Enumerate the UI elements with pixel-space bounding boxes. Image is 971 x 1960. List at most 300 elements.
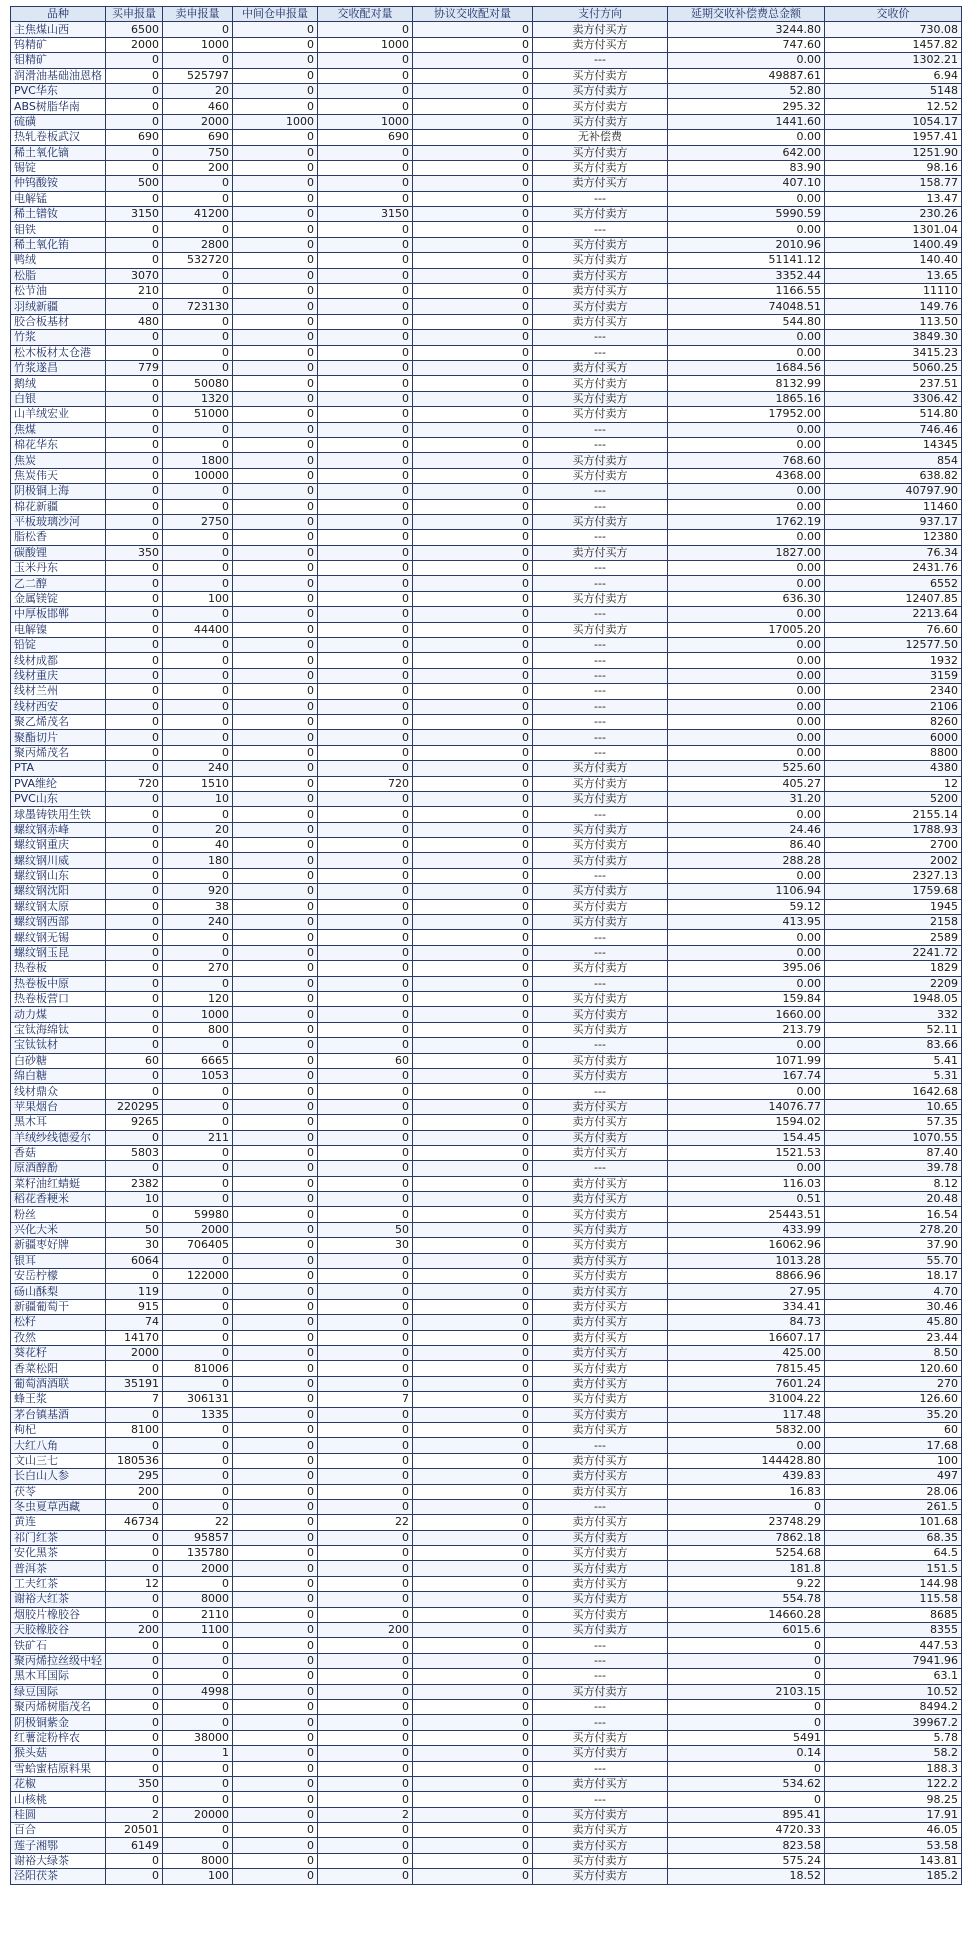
cell-compensation-total: 14660.28 bbox=[668, 1607, 825, 1622]
cell-matched-qty: 0 bbox=[318, 1453, 413, 1468]
cell-delivery-price: 1070.55 bbox=[825, 1130, 962, 1145]
cell-middle-warehouse-qty: 0 bbox=[233, 714, 318, 729]
cell-compensation-total: 823.58 bbox=[668, 1838, 825, 1853]
table-row bbox=[11, 1669, 962, 1684]
cell-middle-warehouse-qty: 0 bbox=[233, 1807, 318, 1822]
table-row bbox=[11, 1453, 962, 1468]
cell-compensation-total: 0.00 bbox=[668, 1084, 825, 1099]
cell-matched-qty: 0 bbox=[318, 453, 413, 468]
cell-compensation-total: 0.00 bbox=[668, 53, 825, 68]
cell-variety: 螺纹钢赤峰 bbox=[11, 822, 106, 837]
cell-variety: 绵白糖 bbox=[11, 1068, 106, 1083]
cell-matched-qty: 0 bbox=[318, 1761, 413, 1776]
cell-variety: 桂圆 bbox=[11, 1807, 106, 1822]
cell-agreement-matched-qty: 0 bbox=[413, 714, 533, 729]
cell-compensation-total: 18.52 bbox=[668, 1869, 825, 1884]
cell-payment-direction: 卖方付买方 bbox=[533, 1299, 668, 1314]
cell-payment-direction: 买方付卖方 bbox=[533, 68, 668, 83]
cell-agreement-matched-qty: 0 bbox=[413, 330, 533, 345]
cell-delivery-price: 6.94 bbox=[825, 68, 962, 83]
cell-variety: 大红八角 bbox=[11, 1438, 106, 1453]
cell-compensation-total: 0.00 bbox=[668, 561, 825, 576]
cell-matched-qty: 0 bbox=[318, 1684, 413, 1699]
table-row bbox=[11, 838, 962, 853]
table-row bbox=[11, 145, 962, 160]
cell-middle-warehouse-qty: 0 bbox=[233, 1469, 318, 1484]
cell-compensation-total: 83.90 bbox=[668, 160, 825, 175]
cell-compensation-total: 0.00 bbox=[668, 930, 825, 945]
cell-sell-qty: 0 bbox=[163, 530, 233, 545]
cell-delivery-price: 746.46 bbox=[825, 422, 962, 437]
cell-variety: 香菜松阳 bbox=[11, 1361, 106, 1376]
cell-matched-qty: 0 bbox=[318, 1115, 413, 1130]
cell-compensation-total: 425.00 bbox=[668, 1345, 825, 1360]
cell-compensation-total: 2103.15 bbox=[668, 1684, 825, 1699]
cell-agreement-matched-qty: 0 bbox=[413, 1238, 533, 1253]
cell-payment-direction: --- bbox=[533, 530, 668, 545]
cell-compensation-total: 0.00 bbox=[668, 607, 825, 622]
table-row bbox=[11, 545, 962, 560]
cell-variety: 平板玻璃沙河 bbox=[11, 514, 106, 529]
cell-buy-qty: 0 bbox=[106, 1084, 163, 1099]
cell-compensation-total: 534.62 bbox=[668, 1776, 825, 1791]
cell-delivery-price: 4380 bbox=[825, 761, 962, 776]
cell-buy-qty: 0 bbox=[106, 1746, 163, 1761]
table-row bbox=[11, 37, 962, 52]
cell-compensation-total: 1827.00 bbox=[668, 545, 825, 560]
cell-compensation-total: 7862.18 bbox=[668, 1530, 825, 1545]
cell-buy-qty: 0 bbox=[106, 992, 163, 1007]
table-row bbox=[11, 1546, 962, 1561]
table-row bbox=[11, 1053, 962, 1068]
cell-payment-direction: 卖方付买方 bbox=[533, 545, 668, 560]
cell-agreement-matched-qty: 0 bbox=[413, 745, 533, 760]
cell-matched-qty: 0 bbox=[318, 1145, 413, 1160]
table-row bbox=[11, 1099, 962, 1114]
table-row bbox=[11, 530, 962, 545]
cell-compensation-total: 27.95 bbox=[668, 1284, 825, 1299]
cell-matched-qty: 0 bbox=[318, 1869, 413, 1884]
cell-sell-qty: 0 bbox=[163, 1761, 233, 1776]
cell-compensation-total: 405.27 bbox=[668, 776, 825, 791]
cell-compensation-total: 14076.77 bbox=[668, 1099, 825, 1114]
cell-matched-qty: 1000 bbox=[318, 37, 413, 52]
cell-delivery-price: 5148 bbox=[825, 83, 962, 98]
cell-payment-direction: 买方付卖方 bbox=[533, 1130, 668, 1145]
cell-compensation-total: 895.41 bbox=[668, 1807, 825, 1822]
table-row bbox=[11, 1484, 962, 1499]
cell-variety: 普洱茶 bbox=[11, 1561, 106, 1576]
cell-middle-warehouse-qty: 1000 bbox=[233, 114, 318, 129]
cell-agreement-matched-qty: 0 bbox=[413, 299, 533, 314]
cell-compensation-total: 8866.96 bbox=[668, 1269, 825, 1284]
cell-agreement-matched-qty: 0 bbox=[413, 1269, 533, 1284]
cell-matched-qty: 0 bbox=[318, 284, 413, 299]
cell-matched-qty: 0 bbox=[318, 1161, 413, 1176]
cell-agreement-matched-qty: 0 bbox=[413, 899, 533, 914]
cell-middle-warehouse-qty: 0 bbox=[233, 1222, 318, 1237]
cell-compensation-total: 0.00 bbox=[668, 745, 825, 760]
cell-sell-qty: 1320 bbox=[163, 391, 233, 406]
table-row bbox=[11, 1853, 962, 1868]
cell-compensation-total: 16607.17 bbox=[668, 1330, 825, 1345]
cell-sell-qty: 6665 bbox=[163, 1053, 233, 1068]
cell-compensation-total: 49887.61 bbox=[668, 68, 825, 83]
cell-variety: 安岳柠檬 bbox=[11, 1269, 106, 1284]
cell-payment-direction: 买方付卖方 bbox=[533, 853, 668, 868]
cell-middle-warehouse-qty: 0 bbox=[233, 776, 318, 791]
cell-buy-qty: 0 bbox=[106, 638, 163, 653]
cell-sell-qty: 122000 bbox=[163, 1269, 233, 1284]
cell-sell-qty: 0 bbox=[163, 1792, 233, 1807]
cell-buy-qty: 35191 bbox=[106, 1376, 163, 1391]
cell-variety: 线材成都 bbox=[11, 653, 106, 668]
cell-variety: 山核桃 bbox=[11, 1792, 106, 1807]
cell-variety: 稀土氧化铕 bbox=[11, 237, 106, 252]
cell-payment-direction: 买方付卖方 bbox=[533, 915, 668, 930]
cell-buy-qty: 0 bbox=[106, 1022, 163, 1037]
cell-compensation-total: 16062.96 bbox=[668, 1238, 825, 1253]
cell-sell-qty: 0 bbox=[163, 745, 233, 760]
cell-variety: 葵花籽 bbox=[11, 1345, 106, 1360]
cell-buy-qty: 0 bbox=[106, 853, 163, 868]
cell-matched-qty: 0 bbox=[318, 1438, 413, 1453]
table-row bbox=[11, 992, 962, 1007]
table-row bbox=[11, 1499, 962, 1514]
cell-payment-direction: --- bbox=[533, 1669, 668, 1684]
cell-sell-qty: 525797 bbox=[163, 68, 233, 83]
table-row bbox=[11, 791, 962, 806]
cell-agreement-matched-qty: 0 bbox=[413, 130, 533, 145]
cell-matched-qty: 0 bbox=[318, 930, 413, 945]
cell-agreement-matched-qty: 0 bbox=[413, 622, 533, 637]
cell-variety: ABS树脂华南 bbox=[11, 99, 106, 114]
cell-matched-qty: 0 bbox=[318, 99, 413, 114]
cell-matched-qty: 0 bbox=[318, 1376, 413, 1391]
cell-buy-qty: 0 bbox=[106, 499, 163, 514]
cell-payment-direction: 卖方付买方 bbox=[533, 1192, 668, 1207]
cell-middle-warehouse-qty: 0 bbox=[233, 1407, 318, 1422]
cell-compensation-total: 439.83 bbox=[668, 1469, 825, 1484]
cell-agreement-matched-qty: 0 bbox=[413, 514, 533, 529]
cell-delivery-price: 76.34 bbox=[825, 545, 962, 560]
cell-variety: 白银 bbox=[11, 391, 106, 406]
cell-matched-qty: 0 bbox=[318, 1499, 413, 1514]
table-row bbox=[11, 699, 962, 714]
cell-agreement-matched-qty: 0 bbox=[413, 1345, 533, 1360]
cell-variety: 孜然 bbox=[11, 1330, 106, 1345]
cell-buy-qty: 220295 bbox=[106, 1099, 163, 1114]
cell-sell-qty: 0 bbox=[163, 422, 233, 437]
cell-agreement-matched-qty: 0 bbox=[413, 1792, 533, 1807]
table-row bbox=[11, 1315, 962, 1330]
cell-payment-direction: 买方付卖方 bbox=[533, 622, 668, 637]
cell-agreement-matched-qty: 0 bbox=[413, 838, 533, 853]
cell-variety: 天胶橡胶谷 bbox=[11, 1623, 106, 1638]
cell-variety: 棉花华东 bbox=[11, 437, 106, 452]
cell-matched-qty: 0 bbox=[318, 868, 413, 883]
cell-delivery-price: 39.78 bbox=[825, 1161, 962, 1176]
table-row bbox=[11, 591, 962, 606]
table-row bbox=[11, 1207, 962, 1222]
cell-middle-warehouse-qty: 0 bbox=[233, 360, 318, 375]
cell-variety: 中厚板邯郸 bbox=[11, 607, 106, 622]
table-row bbox=[11, 484, 962, 499]
cell-variety: 百合 bbox=[11, 1823, 106, 1838]
cell-variety: 枸杞 bbox=[11, 1422, 106, 1437]
cell-delivery-price: 2340 bbox=[825, 684, 962, 699]
cell-matched-qty: 0 bbox=[318, 1576, 413, 1591]
cell-delivery-price: 12 bbox=[825, 776, 962, 791]
cell-middle-warehouse-qty: 0 bbox=[233, 422, 318, 437]
cell-compensation-total: 159.84 bbox=[668, 992, 825, 1007]
cell-agreement-matched-qty: 0 bbox=[413, 176, 533, 191]
table-row bbox=[11, 68, 962, 83]
cell-variety: 棉花新疆 bbox=[11, 499, 106, 514]
cell-sell-qty: 0 bbox=[163, 1653, 233, 1668]
cell-buy-qty: 0 bbox=[106, 1561, 163, 1576]
cell-variety: 聚酯切片 bbox=[11, 730, 106, 745]
cell-payment-direction: --- bbox=[533, 668, 668, 683]
cell-agreement-matched-qty: 0 bbox=[413, 791, 533, 806]
cell-payment-direction: 买方付卖方 bbox=[533, 1592, 668, 1607]
cell-sell-qty: 0 bbox=[163, 1253, 233, 1268]
cell-middle-warehouse-qty: 0 bbox=[233, 22, 318, 37]
cell-agreement-matched-qty: 0 bbox=[413, 468, 533, 483]
cell-payment-direction: 买方付卖方 bbox=[533, 253, 668, 268]
cell-matched-qty: 0 bbox=[318, 1022, 413, 1037]
table-row bbox=[11, 684, 962, 699]
cell-buy-qty: 0 bbox=[106, 253, 163, 268]
cell-delivery-price: 447.53 bbox=[825, 1638, 962, 1653]
cell-compensation-total: 86.40 bbox=[668, 838, 825, 853]
cell-matched-qty: 0 bbox=[318, 853, 413, 868]
cell-agreement-matched-qty: 0 bbox=[413, 576, 533, 591]
cell-delivery-price: 2589 bbox=[825, 930, 962, 945]
cell-sell-qty: 0 bbox=[163, 191, 233, 206]
cell-matched-qty: 0 bbox=[318, 499, 413, 514]
cell-agreement-matched-qty: 0 bbox=[413, 1869, 533, 1884]
cell-delivery-price: 13.65 bbox=[825, 268, 962, 283]
cell-payment-direction: 卖方付买方 bbox=[533, 176, 668, 191]
cell-middle-warehouse-qty: 0 bbox=[233, 1746, 318, 1761]
cell-buy-qty: 720 bbox=[106, 776, 163, 791]
cell-sell-qty: 40 bbox=[163, 838, 233, 853]
cell-compensation-total: 7601.24 bbox=[668, 1376, 825, 1391]
cell-payment-direction: 卖方付买方 bbox=[533, 1576, 668, 1591]
cell-buy-qty: 6149 bbox=[106, 1838, 163, 1853]
cell-delivery-price: 68.35 bbox=[825, 1530, 962, 1545]
cell-compensation-total: 0.00 bbox=[668, 330, 825, 345]
cell-payment-direction: 买方付卖方 bbox=[533, 1623, 668, 1638]
cell-sell-qty: 532720 bbox=[163, 253, 233, 268]
cell-buy-qty: 0 bbox=[106, 945, 163, 960]
cell-variety: 新疆葡萄干 bbox=[11, 1299, 106, 1314]
cell-agreement-matched-qty: 0 bbox=[413, 1469, 533, 1484]
cell-variety: 聚丙烯茂名 bbox=[11, 745, 106, 760]
cell-matched-qty: 0 bbox=[318, 1653, 413, 1668]
cell-buy-qty: 6064 bbox=[106, 1253, 163, 1268]
cell-payment-direction: 买方付卖方 bbox=[533, 899, 668, 914]
cell-matched-qty: 0 bbox=[318, 1838, 413, 1853]
table-row bbox=[11, 237, 962, 252]
cell-sell-qty: 2000 bbox=[163, 1222, 233, 1237]
table-row bbox=[11, 1530, 962, 1545]
cell-sell-qty: 0 bbox=[163, 668, 233, 683]
cell-delivery-price: 8355 bbox=[825, 1623, 962, 1638]
cell-payment-direction: 买方付卖方 bbox=[533, 591, 668, 606]
cell-payment-direction: 买方付卖方 bbox=[533, 1022, 668, 1037]
cell-delivery-price: 1251.90 bbox=[825, 145, 962, 160]
cell-buy-qty: 350 bbox=[106, 1776, 163, 1791]
cell-matched-qty: 0 bbox=[318, 622, 413, 637]
cell-variety: 新疆枣好牌 bbox=[11, 1238, 106, 1253]
cell-agreement-matched-qty: 0 bbox=[413, 1530, 533, 1545]
cell-variety: 脂松香 bbox=[11, 530, 106, 545]
table-row bbox=[11, 1684, 962, 1699]
cell-agreement-matched-qty: 0 bbox=[413, 1422, 533, 1437]
cell-agreement-matched-qty: 0 bbox=[413, 930, 533, 945]
cell-sell-qty: 4998 bbox=[163, 1684, 233, 1699]
cell-matched-qty: 0 bbox=[318, 1715, 413, 1730]
cell-middle-warehouse-qty: 0 bbox=[233, 253, 318, 268]
cell-payment-direction: 卖方付买方 bbox=[533, 1345, 668, 1360]
cell-delivery-price: 45.80 bbox=[825, 1315, 962, 1330]
cell-agreement-matched-qty: 0 bbox=[413, 160, 533, 175]
table-row bbox=[11, 1407, 962, 1422]
cell-middle-warehouse-qty: 0 bbox=[233, 99, 318, 114]
cell-buy-qty: 0 bbox=[106, 822, 163, 837]
cell-compensation-total: 0.00 bbox=[668, 437, 825, 452]
cell-sell-qty: 2800 bbox=[163, 237, 233, 252]
cell-buy-qty: 0 bbox=[106, 1499, 163, 1514]
cell-compensation-total: 1762.19 bbox=[668, 514, 825, 529]
cell-compensation-total: 5832.00 bbox=[668, 1422, 825, 1437]
cell-payment-direction: 买方付卖方 bbox=[533, 1853, 668, 1868]
cell-variety: 黑木耳 bbox=[11, 1115, 106, 1130]
cell-delivery-price: 514.80 bbox=[825, 407, 962, 422]
cell-variety: 银耳 bbox=[11, 1253, 106, 1268]
cell-buy-qty: 0 bbox=[106, 1669, 163, 1684]
col-header-delivery-price: 交收价 bbox=[825, 7, 962, 22]
cell-matched-qty: 2 bbox=[318, 1807, 413, 1822]
table-row bbox=[11, 1699, 962, 1714]
cell-agreement-matched-qty: 0 bbox=[413, 222, 533, 237]
cell-agreement-matched-qty: 0 bbox=[413, 1284, 533, 1299]
cell-compensation-total: 0.00 bbox=[668, 699, 825, 714]
cell-agreement-matched-qty: 0 bbox=[413, 1115, 533, 1130]
cell-buy-qty: 0 bbox=[106, 1730, 163, 1745]
table-row bbox=[11, 99, 962, 114]
cell-agreement-matched-qty: 0 bbox=[413, 1592, 533, 1607]
cell-compensation-total: 1521.53 bbox=[668, 1145, 825, 1160]
cell-middle-warehouse-qty: 0 bbox=[233, 1392, 318, 1407]
cell-matched-qty: 0 bbox=[318, 1407, 413, 1422]
cell-compensation-total: 144428.80 bbox=[668, 1453, 825, 1468]
cell-payment-direction: 买方付卖方 bbox=[533, 1546, 668, 1561]
cell-matched-qty: 0 bbox=[318, 668, 413, 683]
table-row bbox=[11, 407, 962, 422]
cell-variety: 鸭绒 bbox=[11, 253, 106, 268]
table-row bbox=[11, 930, 962, 945]
cell-variety: 红薯淀粉梓农 bbox=[11, 1730, 106, 1745]
table-row bbox=[11, 1269, 962, 1284]
cell-matched-qty: 0 bbox=[318, 1345, 413, 1360]
cell-matched-qty: 0 bbox=[318, 591, 413, 606]
cell-agreement-matched-qty: 0 bbox=[413, 1022, 533, 1037]
cell-delivery-price: 100 bbox=[825, 1453, 962, 1468]
cell-matched-qty: 22 bbox=[318, 1515, 413, 1530]
cell-matched-qty: 0 bbox=[318, 699, 413, 714]
table-row bbox=[11, 976, 962, 991]
cell-payment-direction: 买方付卖方 bbox=[533, 1746, 668, 1761]
cell-matched-qty: 0 bbox=[318, 638, 413, 653]
cell-matched-qty: 0 bbox=[318, 345, 413, 360]
cell-sell-qty: 41200 bbox=[163, 207, 233, 222]
cell-matched-qty: 0 bbox=[318, 1853, 413, 1868]
cell-buy-qty: 0 bbox=[106, 1438, 163, 1453]
cell-payment-direction: 买方付卖方 bbox=[533, 961, 668, 976]
table-row bbox=[11, 284, 962, 299]
cell-sell-qty: 120 bbox=[163, 992, 233, 1007]
cell-variety: 阴极铜上海 bbox=[11, 484, 106, 499]
cell-middle-warehouse-qty: 0 bbox=[233, 207, 318, 222]
cell-middle-warehouse-qty: 0 bbox=[233, 1145, 318, 1160]
table-row bbox=[11, 468, 962, 483]
cell-middle-warehouse-qty: 0 bbox=[233, 191, 318, 206]
cell-compensation-total: 0.00 bbox=[668, 130, 825, 145]
cell-sell-qty: 270 bbox=[163, 961, 233, 976]
cell-sell-qty: 10000 bbox=[163, 468, 233, 483]
table-row bbox=[11, 53, 962, 68]
cell-variety: 热卷板中原 bbox=[11, 976, 106, 991]
cell-middle-warehouse-qty: 0 bbox=[233, 1823, 318, 1838]
cell-delivery-price: 8685 bbox=[825, 1607, 962, 1622]
cell-delivery-price: 98.16 bbox=[825, 160, 962, 175]
cell-matched-qty: 0 bbox=[318, 1330, 413, 1345]
table-row bbox=[11, 437, 962, 452]
cell-sell-qty: 0 bbox=[163, 868, 233, 883]
cell-agreement-matched-qty: 0 bbox=[413, 237, 533, 252]
cell-sell-qty: 2110 bbox=[163, 1607, 233, 1622]
cell-payment-direction: 买方付卖方 bbox=[533, 1207, 668, 1222]
cell-buy-qty: 3150 bbox=[106, 207, 163, 222]
cell-sell-qty: 0 bbox=[163, 1345, 233, 1360]
cell-variety: 线材重庆 bbox=[11, 668, 106, 683]
cell-middle-warehouse-qty: 0 bbox=[233, 1376, 318, 1391]
cell-variety: 钨精矿 bbox=[11, 37, 106, 52]
cell-matched-qty: 0 bbox=[318, 22, 413, 37]
cell-payment-direction: 买方付卖方 bbox=[533, 1238, 668, 1253]
cell-sell-qty: 0 bbox=[163, 1776, 233, 1791]
cell-variety: 长白山人参 bbox=[11, 1469, 106, 1484]
cell-compensation-total: 116.03 bbox=[668, 1176, 825, 1191]
table-row bbox=[11, 822, 962, 837]
cell-agreement-matched-qty: 0 bbox=[413, 1299, 533, 1314]
table-row bbox=[11, 1838, 962, 1853]
cell-sell-qty: 211 bbox=[163, 1130, 233, 1145]
cell-agreement-matched-qty: 0 bbox=[413, 99, 533, 114]
cell-sell-qty: 0 bbox=[163, 330, 233, 345]
table-row bbox=[11, 160, 962, 175]
cell-middle-warehouse-qty: 0 bbox=[233, 1053, 318, 1068]
cell-middle-warehouse-qty: 0 bbox=[233, 1592, 318, 1607]
cell-sell-qty: 0 bbox=[163, 807, 233, 822]
cell-compensation-total: 0.00 bbox=[668, 191, 825, 206]
cell-delivery-price: 2002 bbox=[825, 853, 962, 868]
cell-variety: 绿豆国际 bbox=[11, 1684, 106, 1699]
cell-agreement-matched-qty: 0 bbox=[413, 776, 533, 791]
